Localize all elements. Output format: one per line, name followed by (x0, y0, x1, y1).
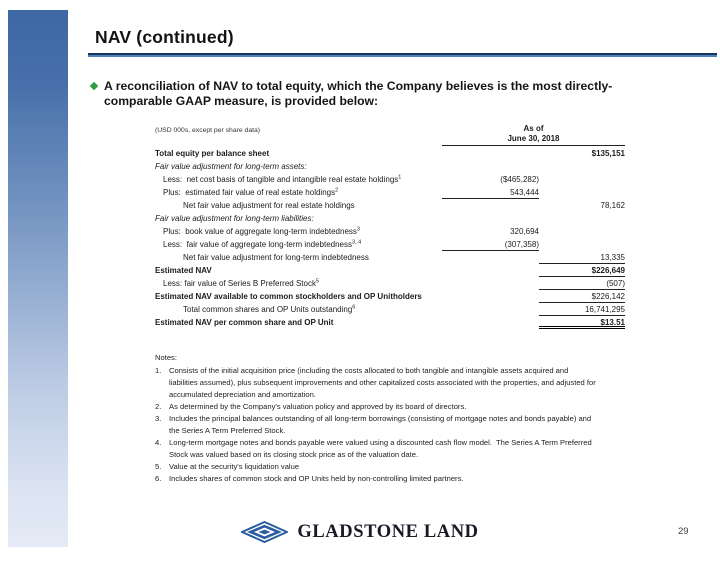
row-label (155, 225, 442, 238)
note-text: Long-term mortgage notes and bonds payable were valued using a discounted cash flow model. The Series A Term Preferred Stock was valued based on its closing stock price as of the valuation date. (169, 438, 594, 459)
row-label: Total equity per balance sheet (155, 149, 270, 158)
row-label-text: Plus: estimated fair value of real estate holdings (163, 188, 336, 197)
row-label (155, 303, 442, 316)
row-value-col1 (442, 160, 539, 173)
row-value-col2: $13.51 (539, 316, 625, 329)
logo-diamond-icon (241, 521, 288, 543)
row-value-col2 (539, 186, 625, 199)
table-row (155, 147, 625, 160)
row-label: Estimated NAV per common share and OP Unit (155, 318, 334, 327)
row-footnote-ref: 2 (335, 187, 339, 194)
table-row (155, 316, 625, 329)
title-rule (88, 53, 717, 57)
table-row (155, 225, 625, 238)
page-number: 29 (678, 526, 689, 537)
table-row (155, 199, 625, 212)
row-label (155, 277, 442, 290)
bullet-diamond-icon (90, 82, 98, 90)
table-row (155, 173, 625, 186)
notes-title: Notes: (155, 353, 177, 362)
row-value-col2: $226,142 (539, 290, 625, 303)
row-value-col1 (442, 147, 539, 160)
table-row (155, 277, 625, 290)
row-value-col1 (442, 316, 539, 329)
table-row (155, 264, 625, 277)
row-label-text: Total common shares and OP Units outstanding (183, 305, 353, 314)
row-footnote-ref: 3 (356, 226, 360, 233)
row-label: Estimated NAV (155, 266, 212, 275)
table-row (155, 251, 625, 264)
note-item (155, 461, 597, 473)
notes-section (155, 352, 597, 485)
row-value-col2: (507) (539, 277, 625, 290)
row-label: Estimated NAV available to common stockholders and OP Unitholders (155, 292, 422, 301)
table-row (155, 290, 625, 303)
note-text: Includes shares of common stock and OP Units held by non-controlling limited partners. (169, 474, 464, 483)
row-value-col2: 13,335 (539, 251, 625, 264)
note-item (155, 401, 597, 413)
row-value-col1 (442, 264, 539, 277)
table-row (155, 160, 625, 173)
note-text: Includes the principal balances outstanding of all long-term borrowings (consisting of mortgage notes and bonds payable) and the Series A Term Preferred Stock. (169, 414, 594, 435)
row-value-col1 (442, 277, 539, 290)
row-label: Fair value adjustment for long-term liabilities: (155, 214, 314, 223)
note-number: 3. (155, 414, 162, 423)
row-footnote-ref: 6 (352, 304, 356, 311)
table-header-row (155, 124, 625, 146)
note-number: 5. (155, 462, 162, 471)
row-label-text: Plus: book value of aggregate long-term indebtedness (163, 227, 357, 236)
row-label-text: Less: fair value of Series B Preferred Stock (163, 279, 316, 288)
row-value-col1: 320,694 (510, 227, 539, 236)
row-label: Fair value adjustment for long-term assets: (155, 162, 307, 171)
title-block (88, 27, 717, 57)
note-number: 4. (155, 438, 162, 447)
table-row (155, 238, 625, 251)
logo-text: GLADSTONE LAND (297, 521, 479, 542)
as-of-line1: As of (523, 124, 544, 133)
row-value-col2 (539, 238, 625, 251)
bullet-item (90, 79, 678, 109)
bullet-text: A reconciliation of NAV to total equity, which the Company believes is the most directly-comparable GAAP measure, is provided below: (104, 79, 613, 108)
page-title: NAV (continued) (95, 27, 234, 47)
row-label (155, 238, 442, 251)
note-item (155, 437, 597, 461)
note-item (155, 473, 597, 485)
row-value-col2 (539, 225, 625, 238)
row-value-col1: (307,358) (442, 238, 539, 251)
row-label (155, 186, 442, 199)
nav-reconciliation-table (155, 124, 625, 329)
row-label (155, 173, 442, 186)
table-row (155, 303, 625, 316)
note-text: Value at the security's liquidation value (169, 462, 300, 471)
row-value-col1 (442, 290, 539, 303)
note-item (155, 413, 597, 437)
units-note: (USD 000s, except per share data) (155, 127, 261, 134)
as-of-line2: June 30, 2018 (507, 133, 560, 143)
row-value-col1 (442, 199, 539, 212)
row-label-text: Less: fair value of aggregate long-term indebtedness (163, 240, 353, 249)
row-footnote-ref: 3, 4 (352, 239, 362, 246)
table-row (155, 186, 625, 199)
row-label: Net fair value adjustment for real estate holdings (183, 201, 355, 210)
row-footnote-ref: 5 (315, 278, 320, 285)
row-value-col1 (442, 212, 539, 225)
row-value-col1: 543,444 (442, 186, 539, 199)
note-number: 1. (155, 366, 162, 375)
row-value-col2 (539, 160, 625, 173)
row-value-col1 (442, 303, 539, 316)
row-value-col2 (539, 212, 625, 225)
row-value-col1 (442, 251, 539, 264)
as-of-column-header (442, 124, 625, 146)
row-footnote-ref: 1 (398, 174, 402, 181)
row-value-col2 (539, 173, 625, 186)
note-text: Consists of the initial acquisition price (including the costs allocated to both tangible and intangible assets acquired and liabilities assumed), plus subsequent improvements and other capitalized costs associated with the properties, and adjusted for accumulated depreciation and amortization. (169, 366, 598, 399)
row-value-col2: $226,649 (539, 264, 625, 277)
row-value-col2: 78,162 (600, 201, 625, 210)
note-number: 2. (155, 402, 162, 411)
row-label: Net fair value adjustment for long-term indebtedness (183, 253, 369, 262)
gladstone-logo (0, 521, 720, 543)
row-label-text: Less: net cost basis of tangible and intangible real estate holdings (163, 175, 399, 184)
row-value-col1: ($465,282) (500, 175, 539, 184)
note-number: 6. (155, 474, 162, 483)
note-item (155, 365, 597, 401)
row-value-col2: $135,151 (591, 149, 625, 158)
table-row (155, 212, 625, 225)
sidebar-gradient-bar (8, 10, 68, 547)
note-text: As determined by the Company's valuation policy and approved by its board of directors. (169, 402, 467, 411)
row-value-col2: 16,741,295 (539, 303, 625, 316)
